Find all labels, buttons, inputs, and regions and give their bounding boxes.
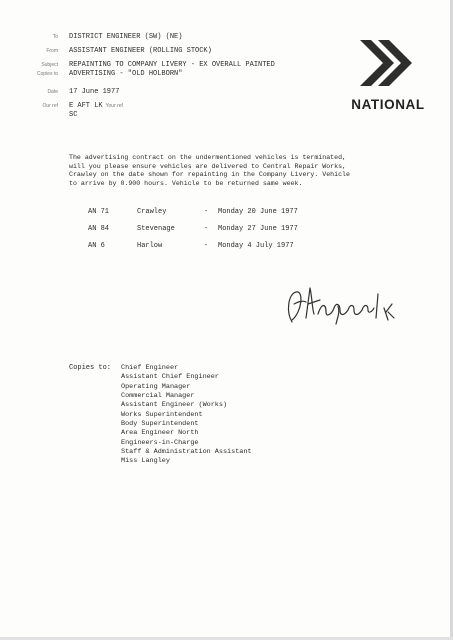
list-item: Miss Langley bbox=[121, 457, 170, 466]
date-label: Date bbox=[47, 89, 58, 95]
vehicle-location: Crawley bbox=[137, 208, 167, 216]
from-label: From bbox=[46, 48, 58, 54]
body-line-2: will you please ensure vehicles are delivered to Central Repair Works, bbox=[69, 162, 346, 170]
list-item: Area Engineer North bbox=[121, 429, 199, 438]
handwritten-signature bbox=[278, 282, 398, 328]
to-value: DISTRICT ENGINEER (SW) (NE) bbox=[69, 33, 183, 41]
vehicle-fleet-number: AN 84 bbox=[88, 225, 110, 233]
to-label: To bbox=[52, 34, 58, 40]
our-ref-label: Our ref bbox=[42, 103, 58, 109]
your-ref-label: Your ref bbox=[105, 103, 123, 109]
header-from-row bbox=[0, 47, 330, 57]
list-item: Body Superintendent bbox=[121, 420, 199, 429]
vehicle-location: Harlow bbox=[137, 242, 163, 250]
body-line-1: The advertising contract on the undermentioned vehicles is terminated, bbox=[69, 154, 346, 161]
vehicle-date: Monday 4 July 1977 bbox=[218, 242, 294, 250]
copies-to-label: Copies to: bbox=[69, 364, 112, 372]
header-date-row bbox=[0, 88, 330, 98]
subject-line-1: REPAINTING TO COMPANY LIVERY - EX OVERALL PAINTED bbox=[69, 61, 275, 69]
vehicle-date: Monday 27 June 1977 bbox=[218, 225, 298, 233]
vehicle-fleet-number: AN 71 bbox=[88, 208, 110, 216]
vehicle-location: Stevenage bbox=[137, 225, 175, 233]
list-item: Staff & Administration Assistant bbox=[121, 448, 252, 457]
copies-list bbox=[121, 364, 252, 467]
date-value: 17 June 1977 bbox=[69, 88, 120, 96]
body-paragraph bbox=[69, 154, 399, 188]
list-item: Commercial Manager bbox=[121, 392, 195, 401]
list-item: Assistant Engineer (Works) bbox=[121, 401, 228, 410]
copies-to-header-label: Copies to bbox=[36, 71, 58, 77]
our-ref-text: E AFT LK bbox=[69, 102, 103, 110]
vehicle-dash: - bbox=[204, 225, 209, 233]
from-value: ASSISTANT ENGINEER (ROLLING STOCK) bbox=[69, 47, 212, 55]
list-item: Operating Manager bbox=[121, 382, 191, 391]
subject-line-2: ADVERTISING - "OLD HOLBORN" bbox=[69, 70, 183, 78]
body-line-3: Crawley on the date shown for repainting in the Company Livery. Vehicle bbox=[69, 171, 350, 179]
double-arrow-logo-icon bbox=[356, 38, 420, 94]
vehicle-date: Monday 20 June 1977 bbox=[218, 208, 298, 216]
list-item: Engineers-in-Charge bbox=[121, 438, 199, 447]
vehicle-fleet-number: AN 6 bbox=[88, 242, 105, 250]
list-item: Assistant Chief Engineer bbox=[121, 373, 219, 382]
our-ref-value bbox=[69, 102, 123, 111]
header-copies-row bbox=[0, 70, 330, 80]
list-item: Works Superintendent bbox=[121, 410, 203, 419]
header-to-row bbox=[0, 33, 330, 43]
vehicle-dash: - bbox=[204, 242, 209, 250]
subject-label: Subject bbox=[41, 62, 58, 68]
national-logo-text: NATIONAL bbox=[351, 97, 425, 112]
our-ref-line-2: SC bbox=[69, 111, 78, 119]
body-line-4: to arrive by 0.900 hours. Vehicle to be returned same week. bbox=[69, 179, 303, 187]
list-item: Chief Engineer bbox=[121, 364, 179, 372]
header-ref-row bbox=[0, 102, 330, 112]
vehicle-dash: - bbox=[204, 208, 209, 216]
